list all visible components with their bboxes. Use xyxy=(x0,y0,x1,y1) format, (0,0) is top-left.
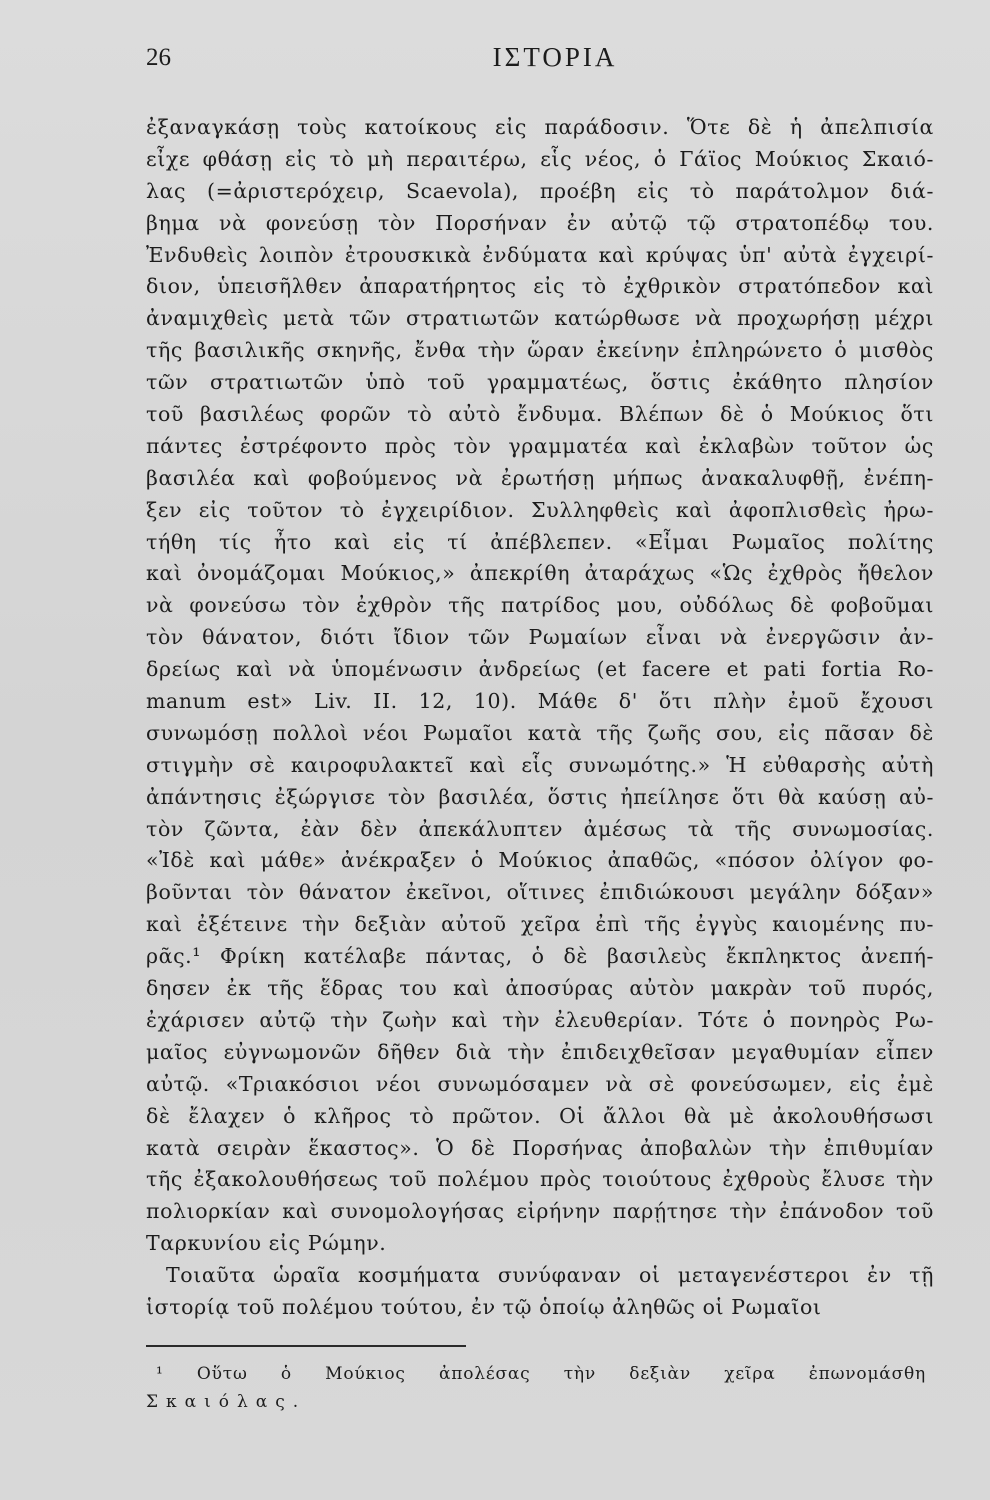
text-line: τῆς βασιλικῆς σκηνῆς, ἔνθα τὴν ὥραν ἐκείνην ἐπληρώνετο ὁ μισθὸς xyxy=(146,338,934,363)
text-line: τὸν θάνατον, διότι ἴδιον τῶν Ρωμαίων εἶναι νὰ ἐνεργῶσιν ἀν- xyxy=(146,625,934,650)
text-line: μαῖος εὐγνωμονῶν δῆθεν διὰ τὴν ἐπιδειχθεῖσαν μεγαθυμίαν εἶπεν xyxy=(146,1039,934,1064)
text-line: λας (=ἀριστερόχειρ, Scaevola), προέβη εἰς τὸ παράτολμον διά- xyxy=(146,178,934,203)
text-line: καὶ ὀνομάζομαι Μούκιος,» ἀπεκρίθη ἀταράχως «Ὡς ἐχθρὸς ἤθελον xyxy=(146,561,934,586)
text-line: στιγμὴν σὲ καιροφυλακτεῖ καὶ εἷς συνωμότης.» Ἡ εὐθαρσὴς αὐτὴ xyxy=(146,752,934,777)
text-line: τῶν στρατιωτῶν ὑπὸ τοῦ γραμματέως, ὅστις ἐκάθητο πλησίον xyxy=(146,370,934,395)
text-line: νὰ φονεύσω τὸν ἐχθρὸν τῆς πατρίδος μου, οὐδόλως δὲ φοβοῦμαι xyxy=(146,593,934,618)
text-line: βοῦνται τὸν θάνατον ἐκεῖνοι, οἵτινες ἐπιδιώκουσι μεγάλην δόξαν» xyxy=(146,880,934,905)
text-line: ἀπάντησις ἐξώργισε τὸν βασιλέα, ὅστις ἠπείλησε ὅτι θὰ καύσῃ αὐ- xyxy=(146,784,934,809)
text-line: διον, ὑπεισῆλθεν ἀπαρατήρητος εἰς τὸ ἐχθρικὸν στρατόπεδον καὶ xyxy=(146,274,934,299)
text-line: πολιορκίαν καὶ συνομολογήσας εἰρήνην παρῄτησε τὴν ἐπάνοδον τοῦ xyxy=(146,1199,934,1224)
text-line: ἱστορίᾳ τοῦ πολέμου τούτου, ἐν τῷ ὁποίῳ ἀληθῶς οἱ Ρωμαῖοι xyxy=(146,1294,822,1319)
text-line: τῆς ἐξακολουθήσεως τοῦ πολέμου πρὸς τοιούτους ἐχθροὺς ἔλυσε τὴν xyxy=(146,1167,934,1192)
footnote-line: Σκαιόλας. xyxy=(146,1392,307,1412)
body-text xyxy=(146,112,934,1324)
text-line: πάντες ἐστρέφοντο πρὸς τὸν γραμματέα καὶ ἐκλαβὼν τοῦτον ὡς xyxy=(146,433,934,458)
text-line: ἀναμιχθεὶς μετὰ τῶν στρατιωτῶν κατώρθωσε νὰ προχωρήσῃ μέχρι xyxy=(146,306,934,331)
text-line: βημα νὰ φονεύσῃ τὸν Πορσήναν ἐν αὐτῷ τῷ στρατοπέδῳ του. xyxy=(146,210,934,235)
text-line: βασιλέα καὶ φοβούμενος νὰ ἐρωτήσῃ μήπως ἀνακαλυφθῇ, ἐνέπη- xyxy=(146,465,934,490)
text-line: τήθη τίς ἦτο καὶ εἰς τί ἀπέβλεπεν. «Εἶμαι Ρωμαῖος πολίτης xyxy=(146,529,934,554)
text-line: δὲ ἔλαχεν ὁ κλῆρος τὸ πρῶτον. Οἱ ἄλλοι θὰ μὲ ἀκολουθήσωσι xyxy=(146,1103,934,1128)
text-line: τὸν ζῶντα, ἐὰν δὲν ἀπεκάλυπτεν ἀμέσως τὰ τῆς συνωμοσίας. xyxy=(146,816,934,841)
text-line: καὶ ἐξέτεινε τὴν δεξιὰν αὐτοῦ χεῖρα ἐπὶ τῆς ἐγγὺς καιομένης πυ- xyxy=(146,912,934,937)
footnote-line: ¹ Οὕτω ὁ Μούκιος ἀπολέσας τὴν δεξιὰν χεῖρα ἐπωνομάσθη xyxy=(156,1364,926,1384)
text-line: Ἐνδυθεὶς λοιπὸν ἐτρουσκικὰ ἐνδύματα καὶ κρύψας ὑπ' αὐτὰ ἐγχειρί- xyxy=(146,242,934,267)
footnote xyxy=(146,1360,926,1416)
text-line: συνωμόσῃ πολλοὶ νέοι Ρωμαῖοι κατὰ τῆς ζωῆς σου, εἰς πᾶσαν δὲ xyxy=(146,720,934,745)
text-line: αὐτῷ. «Τριακόσιοι νέοι συνωμόσαμεν νὰ σὲ φονεύσωμεν, εἰς ἐμὲ xyxy=(146,1071,934,1096)
text-line: εἶχε φθάσῃ εἰς τὸ μὴ περαιτέρω, εἷς νέος, ὁ Γάϊος Μούκιος Σκαιό- xyxy=(146,146,934,171)
text-line: τοῦ βασιλέως φορῶν τὸ αὐτὸ ἔνδυμα. Βλέπων δὲ ὁ Μούκιος ὅτι xyxy=(146,402,934,427)
page-number: 26 xyxy=(146,44,171,71)
text-line: κατὰ σειρὰν ἕκαστος». Ὁ δὲ Πορσήνας ἀποβαλὼν τὴν ἐπιθυμίαν xyxy=(146,1135,934,1160)
text-line: «Ἰδὲ καὶ μάθε» ἀνέκραξεν ὁ Μούκιος ἀπαθῶς, «πόσον ὀλίγον φο- xyxy=(146,848,934,873)
text-line: δησεν ἐκ τῆς ἕδρας του καὶ ἀποσύρας αὐτὸν μακρὰν τοῦ πυρός, xyxy=(146,976,934,1001)
text-line: Ταρκυνίου εἰς Ρώμην. xyxy=(146,1231,387,1256)
text-line: ἐχάρισεν αὐτῷ τὴν ζωὴν καὶ τὴν ἐλευθερίαν. Τότε ὁ πονηρὸς Ρω- xyxy=(146,1007,934,1032)
text-line: Τοιαῦτα ὡραῖα κοσμήματα συνύφαναν οἱ μεταγενέστεροι ἐν τῇ xyxy=(166,1263,934,1288)
text-line: ξεν εἰς τοῦτον τὸ ἐγχειρίδιον. Συλληφθεὶς καὶ ἀφοπλισθεὶς ἠρω- xyxy=(146,497,934,522)
text-line: ρᾶς.¹ Φρίκη κατέλαβε πάντας, ὁ δὲ βασιλεὺς ἔκπληκτος ἀνεπή- xyxy=(146,944,934,969)
footnote-rule xyxy=(146,1345,466,1347)
text-line: δρείως καὶ νὰ ὑπομένωσιν ἀνδρείως (et facere et pati fortia Ro- xyxy=(146,657,934,682)
text-line: ἐξαναγκάσῃ τοὺς κατοίκους εἰς παράδοσιν. Ὅτε δὲ ἡ ἀπελπισία xyxy=(146,115,934,139)
running-head: ΙΣΤΟΡΙΑ xyxy=(492,42,618,72)
text-line: manum est» Liv. II. 12, 10). Μάθε δ' ὅτι πλὴν ἐμοῦ ἔχουσι xyxy=(146,689,934,714)
